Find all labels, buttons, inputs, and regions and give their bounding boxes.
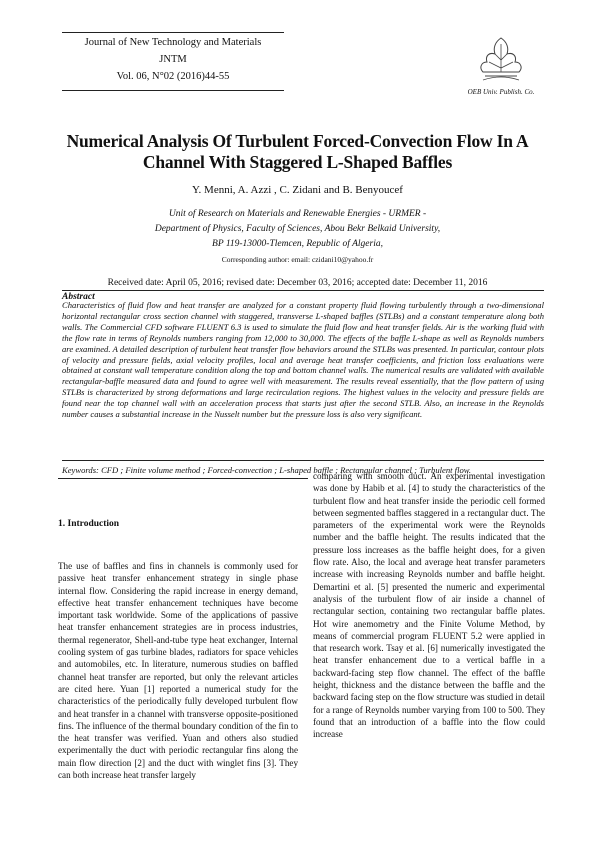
journal-abbr: JNTM [159, 54, 187, 65]
paper-title-line1: Numerical Analysis Of Turbulent Forced-Convection Flow In A [66, 131, 529, 151]
journal-volume: Vol. 06, N°02 (2016)44-55 [116, 71, 230, 82]
affiliation-line: Unit of Research on Materials and Renewable Energies - URMER - [168, 209, 427, 219]
journal-header [62, 34, 284, 85]
journal-name: Journal of New Technology and Materials [84, 37, 262, 48]
corresponding-author: Corresponding author: email: czidani10@yahoo.fr [221, 255, 374, 264]
paper-dates: Received date: April 05, 2016; revised date: December 03, 2016; accepted date: December 11, 2016 [107, 278, 488, 288]
paper-affiliation [0, 207, 595, 267]
section-heading-introduction: 1. Introduction [58, 519, 120, 529]
affiliation-line: Department of Physics, Faculty of Sciences, Abou Bekr Belkaid University, [154, 224, 441, 234]
paper-title-line2: Channel With Staggered L-Shaped Baffles [142, 152, 453, 172]
publisher-logo [455, 32, 547, 104]
publisher-logo-text: OEB Univ. Publish. Co. [467, 88, 535, 96]
intro-left-column: The use of baffles and fins in channels is commonly used for passive heat transfer enhancement strategy in single phase internal flow. Considering the rapid increase in energy demand, effective heat transfer enhancement techniques have become important task worldwide. Some of the applications of passive heat transfer enhancement strategies are in process industries, thermal regenerator, Shell-and-tube type heat exchanger, Internal cooling system of gas turbine blades, radiators for space vehicles and automobiles, etc. In literature, numerous studies on baffled channel heat transfer are reported, but only the relevant articles are cited here. Yuan [1] reported a numerical study for the characteristics of the periodically fully developed turbulent flow and heat transfer in a channel with transverse opposite-positioned fins. The influence of the thermal boundary condition of the fin to the heat transfer was verified. Yuan and others also studied experimentally the duct with periodic rectangular fins along the main flow direction [2] and the duct with winglet fins [3]. They can both increase heat transfer largely [58, 561, 298, 781]
affiliation-line: BP 119-13000-Tlemcen, Republic of Algeria, [212, 239, 383, 249]
keywords: Keywords: CFD ; Finite volume method ; Forced-convection ; L-shaped baffle ; Rectangular channel ; Turbulent flow. [62, 465, 471, 475]
abstract-heading: Abstract [62, 292, 95, 302]
abstract-text: Characteristics of fluid flow and heat transfer are analyzed for a constant property fluid flowing turbulently through a two-dimensional horizontal rectangular cross section channel with staggered, transverse L-shaped baffles (STLBs) and a constant temperature along both walls. The Commercial CFD software FLUENT 6.3 is used to simulate the fluid flow and heat transfer fields. Air is the working fluid with the flow rate in terms of Reynolds numbers ranging from 12,000 to 30,000. The effects of the baffle L-shape as well as Reynolds numbers are examined. A detailed description of turbulent heat transfer flow behaviors around the STLBs was presented. In particular, contour plots of velocity and pressure fields, axial velocity profiles, local and average heat transfer coefficients, and friction loss evaluations were obtained at constant wall temperature condition along the top and bottom channel walls. The numerical results are validated with available rectangular-baffle measured data and found to agree well with measurement. The results reveal essentially, that the flow pattern of using STLBs is characterized by strong deformations and large recirculation regions. The highest values in the velocity and pressure fields are found near the top channel wall with an acceleration process that starts just after the second STLB. Also, an increase in the Reynolds number causes a substantial increase in the Nusselt number but the pressure loss is also very significant. [62, 300, 544, 420]
header-rule-top [62, 32, 284, 33]
paper-title [40, 131, 555, 173]
intro-right-column: comparing with smooth duct. An experimental investigation was done by Habib et al. [4] to study the characteristics of the turbulent flow and heat transfer inside the periodic cell formed between segmented baffles staggered in a rectangular duct. The parameters of the experimental work were the Reynolds number and the baffle height. The results indicated that the pressure loss increases as the baffle height does, for a given flow rate. Also, the local and average heat transfer parameters increase with increasing Reynolds number and baffle height. Demartini et al. [5] presented the numeric and experimental analysis of the turbulent flow of air inside a channel of rectangular section, containing two rectangular baffle plates. Hot wire anemometry and the Finite Volume Method, by means of commercial program FLUENT 5.2 were applied in that research work. Tsay et al. [6] numerically investigated the heat transfer enhancement due to a vertical baffle in a backward-facing step flow channel. The effect of the baffle height, thickness and the distance between the baffle and the backward facing step on the flow structure was studied in detail for a range of Reynolds number varying from 100 to 500. They found that an introduction of a baffle into the flow could increase [313, 471, 545, 740]
keywords-rule [58, 478, 308, 479]
abstract-rule-bottom [62, 460, 544, 461]
paper-authors: Y. Menni, A. Azzi , C. Zidani and B. Benyoucef [192, 184, 403, 196]
abstract-rule-top [62, 290, 544, 291]
header-rule-bottom [62, 90, 284, 91]
